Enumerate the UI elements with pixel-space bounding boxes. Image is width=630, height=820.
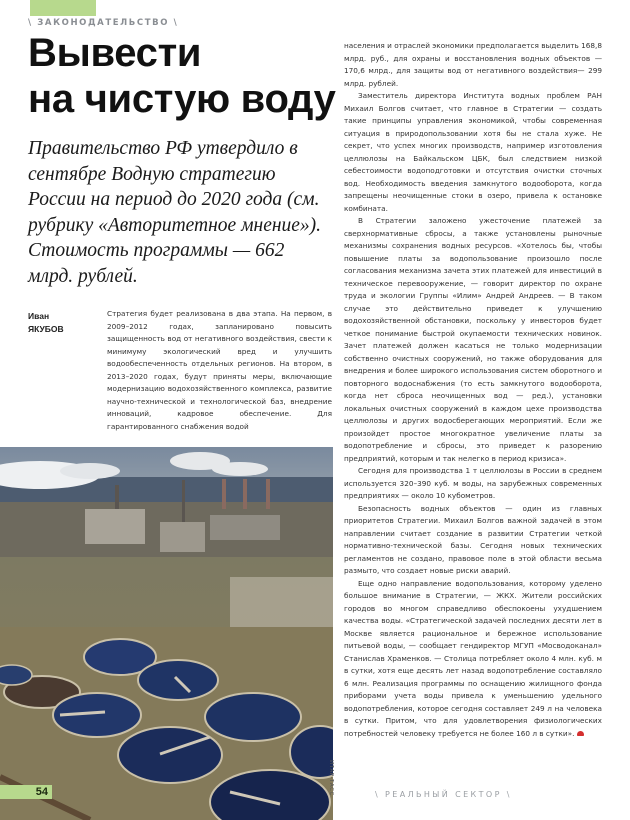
paragraph: Стратегия будет реализована в два этапа. На первом, в 2009–2012 годах, запланировано повысить защищенность вод от негативного воздействия, свести к минимуму экологический вред и улучшить водообеспеченность отдельных регионов. На втором, в 2013–2020 годах, будут приняты меры, включающие модернизацию водохозяйственного комплекса, развитие научно-технической и технологической баз, внедрение инноваций, кадровое обеспечение. Для гарантированного снабжения водой <box>107 309 332 431</box>
rubric-label: \ ЗАКОНОДАТЕЛЬСТВО \ <box>28 18 179 28</box>
author-first-name: Иван <box>28 311 50 321</box>
right-text-column <box>344 40 602 740</box>
article-photo <box>0 447 333 820</box>
photo-credit: ИТАР-ТАСС <box>328 760 334 796</box>
title-line-1: Вывести <box>28 31 202 75</box>
article-title <box>28 30 336 122</box>
author-byline <box>28 310 64 336</box>
paragraph-text: Еще одно направление водопользования, которому уделено большое внимание в Стратегии, — ЖКХ. Жители российских городов во многом справедливо обеспокоены ухудшением качества воды. «Стратегической задачей последних десяти лет в Москве является рациональное и бережное использование питьевой воды, — сообщает гендиректор МГУП «Мосводоканал» Станислав Храменков. — Столица потребляет около 4 млн. куб. м в сутки, хотя еще десять лет назад водопотребление составляло 6 млн. Реализация программы по оснащению жилищного фонда приборами учета воды привела к уменьшению удельного водопотребления, которое сегодня составляет 249 л на человека в сутки. Притом, что для удовлетворения физиологических потребностей человеку требуется не более 160 л в сутки». <box>344 578 602 738</box>
page-number: 54 <box>0 785 52 799</box>
paragraph: Заместитель директора Института водных проблем РАН Михаил Болгов считает, что главное в Стратегии — создать такие принципы управления экономикой, чтобы современная ситуация в природопользовании хотя бы не стала хуже. Не секрет, что успех многих производств, например изготовления целлюлозы на Байкальском ЦБК, был следствием низкой себестоимости водоподготовки и отсутствия очистки сточных вод. Необходимость введения замкнутого водооборота, когда запрещены неочищенные стоки в озеро, привела к остановке комбината. <box>344 91 602 213</box>
paragraph: В Стратегии заложено ужесточение платежей за сверхнормативные сбросы, а также установлены рыночные механизмы сохранения водных ресурсов. «Хотелось бы, чтобы повышение платы за водопользование произошло после согласования механизма зачета этих платежей для инвестиций в техническое перевооружение, — говорит директор по охране труда и экологии Группы «Илим» Андрей Андреев. — В таком случае это действительно приведет к улучшению водохозяйственной обстановки, поскольку у инвесторов будет четкое понимание быстрой окупаемости технических новинок. Зачет платежей должен касаться не только модернизации собственно очистных сооружений, но также оборудования для внедрения и более широкого использования систем оборотного и повторного водоснабжения (то есть замкнутого водооборота, когда нет сброса неочищенных вод — ред.), установки локальных очистных сооружений в каждом цехе производства целлюлозы и других водосберегающих мероприятий. Если же произойдет простое многократное увеличение платы за водопотребление и сбросы, это приведет к разорению предприятий, которым и так нелегко в период кризиса». <box>344 216 602 463</box>
paragraph: населения и отраслей экономики предполагается выделить 168,8 млрд. руб., для охраны и восстановления водных объектов — 170,6 млрд., для защиты вод от негативного воздействия— 299 млрд. рублей. <box>344 41 602 88</box>
left-text-column <box>107 308 332 433</box>
paragraph-last <box>344 578 602 741</box>
section-footer: \ РЕАЛЬНЫЙ СЕКТОР \ <box>375 790 512 799</box>
title-line-2: на чистую воду <box>28 77 336 121</box>
end-of-article-icon <box>577 731 584 736</box>
paragraph: Безопасность водных объектов — один из главных приоритетов Стратегии. Михаил Болгов важной задачей в этом направлении считает создание в развитии Стратегии четкой нормативно-технической базы. Сегодня новых технических регламентов не создано, правовое поле в этой области весьма размыто, что создает новые риски аварий. <box>344 503 602 575</box>
article-lead: Правительство РФ утвердило в сентябре Водную стратегию России на период до 2020 года (см. рубрику «Авторитетное мнение»). Стоимость программы — 662 млрд. рублей. <box>28 138 322 287</box>
author-last-name: ЯКУБОВ <box>28 324 64 334</box>
section-color-tab <box>30 0 96 16</box>
paragraph: Сегодня для производства 1 т целлюлозы в России в среднем используется 320–390 куб. м воды, на зарубежных современных предприятиях — около 10 кубометров. <box>344 466 602 500</box>
